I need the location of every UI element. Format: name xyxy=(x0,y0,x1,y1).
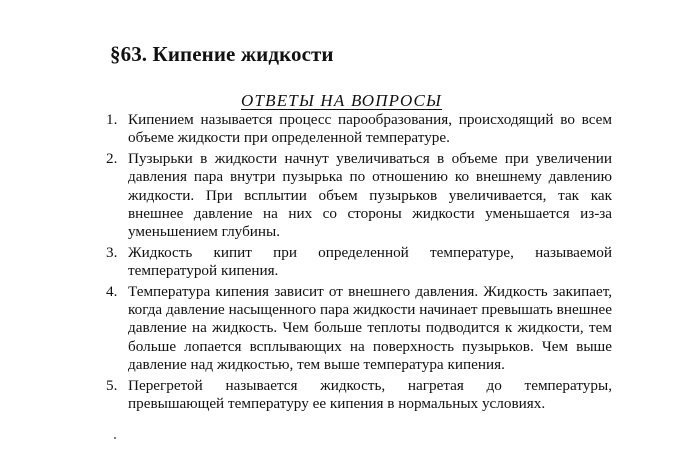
answer-text: Температура кипения зависит от внешнего давления. Жидкость закипает, когда давление насыщенного пара жидкости начинает превышать внешнее давление на жидкость. Чем больше теплоты подводится к жидкости, тем больше лопается всплывающих на поверхность пузырьков. Чем выше давление над жидкостью, тем выше температура кипения. xyxy=(128,282,612,374)
answer-text: Жидкость кипит при определенной температуре, называемой температурой кипения. xyxy=(128,243,612,280)
answer-item-4 xyxy=(106,283,612,375)
answers-heading: ОТВЕТЫ НА ВОПРОСЫ xyxy=(241,91,443,110)
answer-number: 1. xyxy=(106,111,118,128)
answer-item-1 xyxy=(106,111,612,148)
answer-number: 2. xyxy=(106,149,118,167)
section-title: §63. Кипение жидкости xyxy=(110,42,334,66)
answer-text: Перегретой называется жидкость, нагретая до температуры, превышающей температуру ее кипения в нормальных условиях. xyxy=(128,376,612,413)
answer-number: 4. xyxy=(106,282,118,300)
answer-text: Пузырьки в жидкости начнут увеличиваться в объеме при увеличении давления пара внутри пузырька по отношению ко внешнему давлению жидкости. При всплытии объем пузырьков увеличивается, так как внешнее давление на них со стороны жидкости уменьшается из-за уменьшением глубины. xyxy=(128,149,612,241)
answer-number: 3. xyxy=(106,243,118,261)
answer-text: Кипением называется процесс парообразования, происходящий во всем объеме жидкости при определенной температуре. xyxy=(128,111,612,147)
answers-list xyxy=(106,111,612,416)
answer-item-3 xyxy=(106,244,612,281)
scan-speck xyxy=(114,437,116,439)
answer-item-5 xyxy=(106,377,612,414)
answer-number: 5. xyxy=(106,376,118,394)
answer-item-2 xyxy=(106,150,612,242)
